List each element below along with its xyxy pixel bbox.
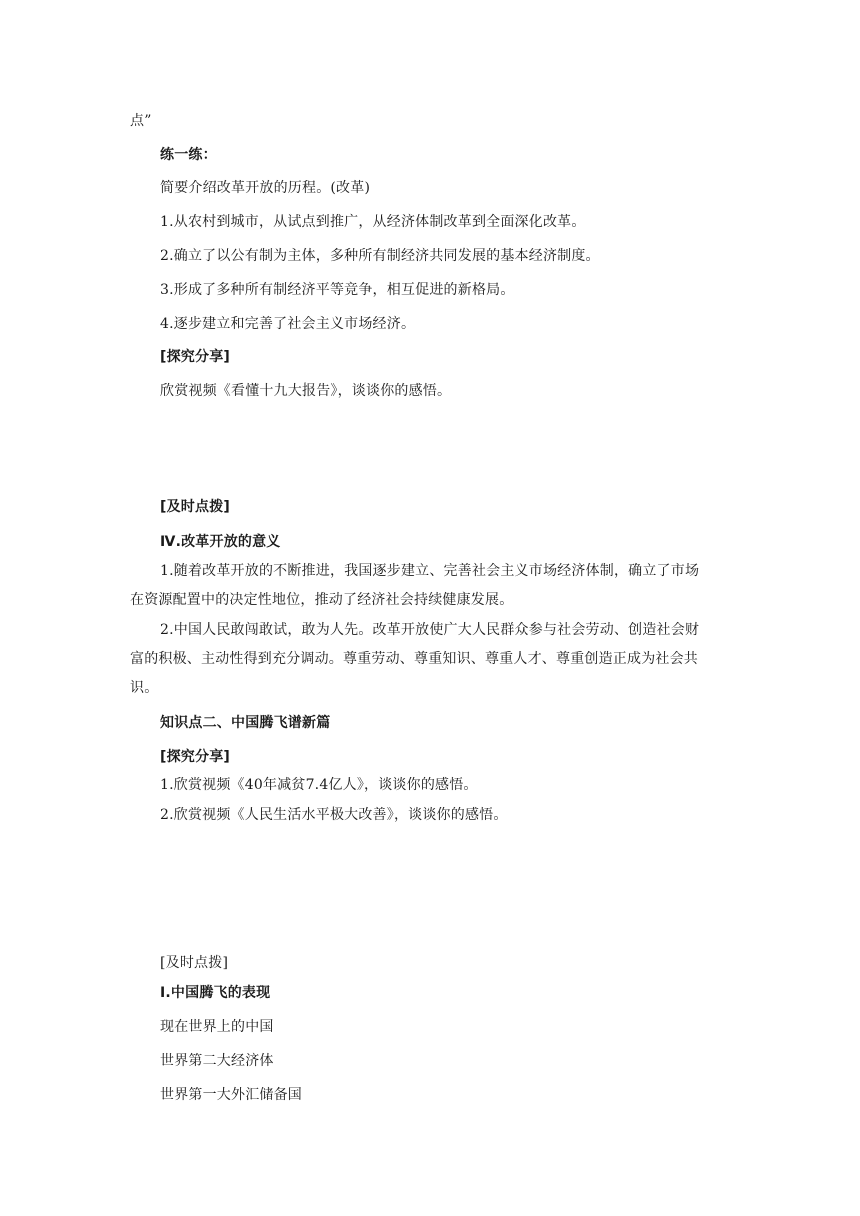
tips-heading-2: [及时点拨] bbox=[160, 955, 229, 971]
rise-line-3: 世界第一大外汇储备国 bbox=[160, 1087, 302, 1103]
significance-para-2-line-3: 识。 bbox=[130, 680, 159, 696]
tips-heading-1: [及时点拨] bbox=[160, 499, 230, 515]
significance-para-2-line-2: 富的积极、主动性得到充分调动。尊重劳动、尊重知识、尊重人才、尊重创造正成为社会共 bbox=[130, 651, 698, 667]
tips-subheading-2: Ⅰ.中国腾飞的表现 bbox=[160, 985, 271, 1001]
rise-line-1: 现在世界上的中国 bbox=[160, 1019, 274, 1035]
explore-item-1: 1.欣赏视频《40年减贫7.4亿人》，谈谈你的感悟。 bbox=[160, 777, 478, 793]
explore-heading-1: [探究分享] bbox=[160, 349, 230, 365]
significance-para-1-line-2: 在资源配置中的决定性地位，推动了经济社会持续健康发展。 bbox=[130, 592, 514, 608]
practice-item-4: 4.逐步建立和完善了社会主义市场经济。 bbox=[160, 316, 416, 332]
explore-heading-2: [探究分享] bbox=[160, 749, 230, 765]
rise-line-2: 世界第二大经济体 bbox=[160, 1053, 274, 1069]
practice-question: 简要介绍改革开放的历程。(改革) bbox=[160, 180, 371, 196]
knowledge-point-2-heading: 知识点二、中国腾飞谱新篇 bbox=[160, 715, 331, 731]
practice-item-1: 1.从农村到城市，从试点到推广，从经济体制改革到全面深化改革。 bbox=[160, 214, 586, 230]
significance-para-2-line-1: 2.中国人民敢闯敢试，敢为人先。改革开放使广大人民群众参与社会劳动、创造社会财 bbox=[160, 622, 700, 638]
tips-subheading-1: Ⅳ.改革开放的意义 bbox=[160, 534, 281, 550]
practice-item-3: 3.形成了多种所有制经济平等竞争，相互促进的新格局。 bbox=[160, 282, 515, 298]
practice-heading: 练一练： bbox=[160, 147, 217, 163]
continuation-text: 点” bbox=[130, 113, 152, 129]
significance-para-1-line-1: 1.随着改革开放的不断推进，我国逐步建立、完善社会主义市场经济体制，确立了市场 bbox=[160, 563, 700, 579]
practice-item-2: 2.确立了以公有制为主体，多种所有制经济共同发展的基本经济制度。 bbox=[160, 248, 600, 264]
explore-item-2: 2.欣赏视频《人民生活水平极大改善》，谈谈你的感悟。 bbox=[160, 807, 508, 823]
explore-text-1: 欣赏视频《看懂十九大报告》，谈谈你的感悟。 bbox=[160, 383, 452, 399]
